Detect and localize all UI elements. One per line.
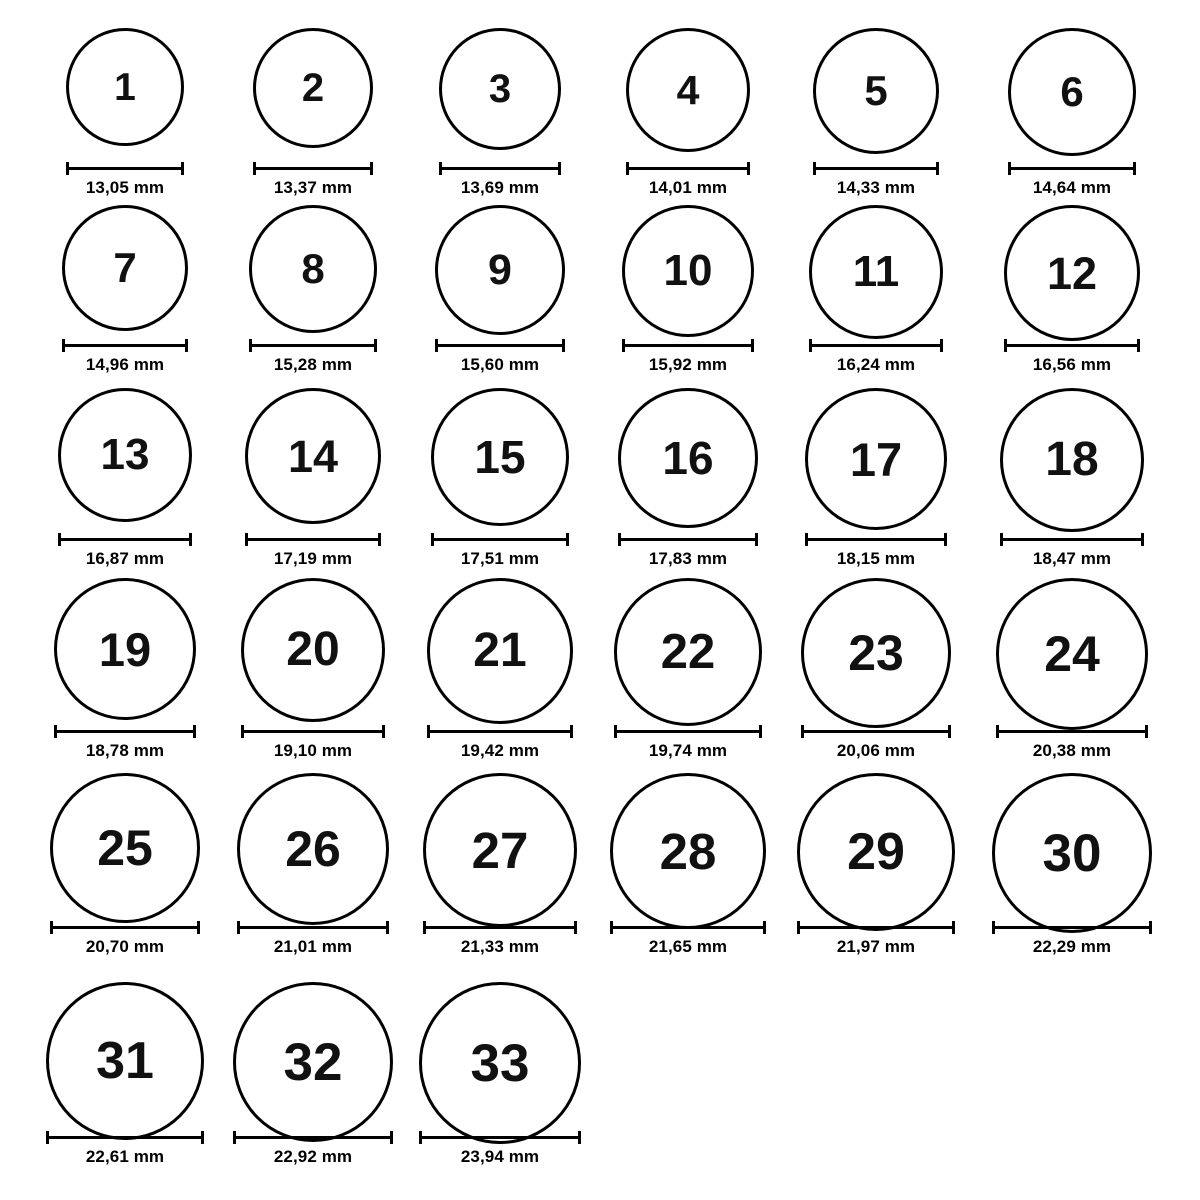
ruler-cap-right <box>759 725 762 738</box>
diameter-label: 20,70 mm <box>85 937 165 956</box>
diameter-ruler-icon <box>245 533 381 545</box>
diameter-label: 21,33 mm <box>460 937 540 956</box>
ring-size-cell <box>400 578 600 724</box>
ruler-cap-left <box>610 921 613 934</box>
ruler-cap-right <box>386 921 389 934</box>
ring-size-number: 11 <box>852 247 900 296</box>
ring-size-number: 7 <box>113 244 137 291</box>
ruler-cap-left <box>233 1131 236 1144</box>
ring-circle <box>427 578 573 724</box>
diameter-label: 20,38 mm <box>1032 741 1112 760</box>
diameter-ruler-icon <box>805 533 947 545</box>
ring-size-cell <box>25 388 225 522</box>
ruler-cap-right <box>185 339 188 352</box>
ruler-cap-left <box>46 1131 49 1144</box>
ring-size-number: 28 <box>659 822 717 880</box>
ruler-cap-right <box>1141 533 1144 546</box>
ruler-line <box>435 344 565 347</box>
ring-circle <box>801 578 951 728</box>
diameter-ruler-icon <box>1000 533 1144 545</box>
diameter-ruler-icon <box>1008 162 1136 174</box>
diameter-ruler-icon <box>66 162 184 174</box>
ring-measurement <box>25 524 225 569</box>
ring-circle <box>245 388 381 524</box>
ruler-line <box>618 538 758 541</box>
diameter-label: 21,01 mm <box>273 937 353 956</box>
ring-size-number: 18 <box>1045 433 1099 486</box>
ring-size-number: 29 <box>847 823 905 881</box>
ruler-cap-right <box>1137 339 1140 352</box>
ring-size-cell <box>776 28 976 154</box>
ring-circle <box>1008 28 1136 156</box>
ring-size-cell <box>776 578 976 728</box>
ring-measurement <box>400 716 600 761</box>
ring-size-number: 26 <box>285 821 341 877</box>
ring-circle <box>62 205 188 331</box>
ruler-line <box>54 730 196 733</box>
ruler-cap-right <box>390 1131 393 1144</box>
diameter-ruler-icon <box>233 1131 393 1143</box>
ruler-cap-left <box>58 533 61 546</box>
ruler-cap-left <box>66 162 69 175</box>
ruler-cap-left <box>253 162 256 175</box>
diameter-label: 19,10 mm <box>273 741 353 760</box>
ruler-cap-left <box>249 339 252 352</box>
ruler-cap-right <box>574 921 577 934</box>
ring-size-number: 17 <box>849 432 903 486</box>
ruler-cap-left <box>797 921 800 934</box>
ruler-line <box>610 926 766 929</box>
ruler-cap-right <box>763 921 766 934</box>
ruler-cap-left <box>50 921 53 934</box>
diameter-ruler-icon <box>1004 339 1140 351</box>
ring-size-number: 27 <box>471 821 529 879</box>
ruler-line <box>58 538 192 541</box>
ring-measurement <box>25 1122 225 1167</box>
ring-measurement <box>400 524 600 569</box>
ring-circle <box>622 205 754 337</box>
diameter-label: 14,01 mm <box>648 178 728 197</box>
ruler-cap-left <box>805 533 808 546</box>
ring-size-cell <box>588 205 788 337</box>
ruler-cap-right <box>940 339 943 352</box>
ring-measurement <box>400 330 600 375</box>
ring-measurement <box>776 153 976 198</box>
ruler-cap-right <box>570 725 573 738</box>
ring-size-number: 3 <box>488 67 512 111</box>
ring-circle <box>54 578 196 720</box>
ruler-cap-left <box>622 339 625 352</box>
ruler-cap-left <box>614 725 617 738</box>
diameter-label: 13,05 mm <box>85 178 165 197</box>
diameter-label: 15,60 mm <box>460 355 540 374</box>
ring-circle <box>996 578 1148 730</box>
ruler-cap-left <box>813 162 816 175</box>
ring-size-cell <box>588 388 788 528</box>
ring-size-number: 1 <box>114 65 136 109</box>
diameter-label: 23,94 mm <box>460 1147 540 1166</box>
ruler-cap-right <box>201 1131 204 1144</box>
diameter-label: 16,56 mm <box>1032 355 1112 374</box>
diameter-label: 16,24 mm <box>836 355 916 374</box>
ring-measurement <box>972 716 1172 761</box>
diameter-ruler-icon <box>54 725 196 737</box>
diameter-ruler-icon <box>618 533 758 545</box>
ring-circle <box>626 28 750 152</box>
diameter-label: 13,37 mm <box>273 178 353 197</box>
ring-measurement <box>972 330 1172 375</box>
diameter-ruler-icon <box>626 162 750 174</box>
ring-measurement <box>213 524 413 569</box>
ring-size-cell <box>213 388 413 524</box>
ring-size-number: 9 <box>488 245 512 294</box>
ring-size-cell <box>588 28 788 152</box>
ring-measurement <box>972 912 1172 957</box>
diameter-ruler-icon <box>253 162 373 174</box>
ruler-line <box>50 926 200 929</box>
ring-size-cell <box>25 982 225 1140</box>
ruler-cap-left <box>54 725 57 738</box>
ring-circle <box>813 28 939 154</box>
ruler-line <box>1000 538 1144 541</box>
ring-measurement <box>213 153 413 198</box>
ruler-line <box>66 167 184 170</box>
ruler-cap-left <box>237 921 240 934</box>
ruler-line <box>439 167 561 170</box>
ring-size-cell <box>213 982 413 1142</box>
ring-size-cell <box>776 388 976 530</box>
ring-size-cell <box>972 578 1172 730</box>
ring-measurement <box>972 524 1172 569</box>
ruler-cap-left <box>809 339 812 352</box>
ruler-line <box>626 167 750 170</box>
diameter-ruler-icon <box>431 533 569 545</box>
ruler-line <box>622 344 754 347</box>
ring-size-cell <box>25 205 225 331</box>
diameter-ruler-icon <box>423 921 577 933</box>
ring-measurement <box>25 153 225 198</box>
ring-size-number: 16 <box>662 432 714 484</box>
ring-circle <box>241 578 385 722</box>
diameter-label: 22,29 mm <box>1032 937 1112 956</box>
ruler-line <box>419 1136 581 1139</box>
ruler-line <box>431 538 569 541</box>
ruler-line <box>233 1136 393 1139</box>
ruler-cap-left <box>1000 533 1003 546</box>
ruler-cap-left <box>419 1131 422 1144</box>
ring-circle <box>439 28 561 150</box>
ring-size-number: 14 <box>287 430 339 482</box>
diameter-ruler-icon <box>419 1131 581 1143</box>
ring-circle <box>431 388 569 526</box>
diameter-label: 13,69 mm <box>460 178 540 197</box>
diameter-label: 17,51 mm <box>460 549 540 568</box>
ruler-cap-right <box>952 921 955 934</box>
diameter-label: 16,87 mm <box>85 549 165 568</box>
diameter-ruler-icon <box>622 339 754 351</box>
diameter-ruler-icon <box>435 339 565 351</box>
ring-circle <box>618 388 758 528</box>
ruler-cap-right <box>755 533 758 546</box>
diameter-label: 14,64 mm <box>1032 178 1112 197</box>
ring-circle <box>253 28 373 148</box>
diameter-label: 14,33 mm <box>836 178 916 197</box>
ring-measurement <box>588 330 788 375</box>
ruler-cap-right <box>936 162 939 175</box>
diameter-ruler-icon <box>809 339 943 351</box>
ring-size-cell <box>213 773 413 925</box>
ring-measurement <box>588 716 788 761</box>
ruler-cap-left <box>1008 162 1011 175</box>
ring-size-number: 25 <box>97 820 153 876</box>
ring-size-cell <box>213 578 413 722</box>
ring-size-number: 2 <box>301 66 325 110</box>
ring-size-cell <box>400 28 600 150</box>
ring-measurement <box>776 912 976 957</box>
diameter-ruler-icon <box>427 725 573 737</box>
ring-measurement <box>25 912 225 957</box>
diameter-label: 21,65 mm <box>648 937 728 956</box>
ring-circle <box>66 28 184 146</box>
ring-circle <box>809 205 943 339</box>
diameter-ruler-icon <box>237 921 389 933</box>
ruler-cap-left <box>992 921 995 934</box>
ring-circle <box>1004 205 1140 341</box>
ruler-cap-right <box>578 1131 581 1144</box>
diameter-label: 20,06 mm <box>836 741 916 760</box>
ruler-cap-left <box>427 725 430 738</box>
ruler-cap-left <box>241 725 244 738</box>
ring-size-cell <box>400 982 600 1144</box>
ring-measurement <box>213 330 413 375</box>
ruler-cap-right <box>747 162 750 175</box>
ruler-line <box>62 344 188 347</box>
ring-size-number: 10 <box>663 246 713 295</box>
ring-size-cell <box>213 28 413 148</box>
ring-measurement <box>213 1122 413 1167</box>
ring-measurement <box>400 1122 600 1167</box>
ring-size-number: 23 <box>848 625 904 681</box>
ring-circle <box>1000 388 1144 532</box>
ruler-line <box>813 167 939 170</box>
ruler-cap-right <box>562 339 565 352</box>
ruler-line <box>237 926 389 929</box>
diameter-ruler-icon <box>801 725 951 737</box>
ruler-cap-left <box>626 162 629 175</box>
ruler-line <box>801 730 951 733</box>
ruler-cap-right <box>558 162 561 175</box>
ring-measurement <box>400 153 600 198</box>
ring-size-cell <box>972 205 1172 341</box>
ruler-cap-right <box>193 725 196 738</box>
ring-circle <box>46 982 204 1140</box>
ring-circle <box>614 578 762 726</box>
diameter-ruler-icon <box>58 533 192 545</box>
ring-measurement <box>776 716 976 761</box>
ring-size-cell <box>588 773 788 929</box>
diameter-ruler-icon <box>610 921 766 933</box>
ruler-line <box>1008 167 1136 170</box>
diameter-label: 22,92 mm <box>273 1147 353 1166</box>
ruler-cap-left <box>1004 339 1007 352</box>
ruler-line <box>249 344 377 347</box>
ring-circle <box>237 773 389 925</box>
ring-circle <box>249 205 377 333</box>
diameter-label: 19,42 mm <box>460 741 540 760</box>
ruler-line <box>809 344 943 347</box>
ring-circle <box>610 773 766 929</box>
ring-size-number: 5 <box>864 67 888 114</box>
ruler-cap-right <box>948 725 951 738</box>
ring-circle <box>419 982 581 1144</box>
ruler-line <box>1004 344 1140 347</box>
ruler-cap-right <box>566 533 569 546</box>
ring-size-cell <box>588 578 788 726</box>
ruler-cap-left <box>431 533 434 546</box>
diameter-ruler-icon <box>614 725 762 737</box>
ruler-cap-left <box>996 725 999 738</box>
ring-measurement <box>213 716 413 761</box>
ring-size-cell <box>400 773 600 927</box>
ring-measurement <box>588 153 788 198</box>
ruler-line <box>614 730 762 733</box>
ring-size-cell <box>972 773 1172 933</box>
diameter-ruler-icon <box>992 921 1152 933</box>
ruler-cap-left <box>245 533 248 546</box>
ring-measurement <box>213 912 413 957</box>
ring-measurement <box>25 330 225 375</box>
ring-size-cell <box>972 388 1172 532</box>
ruler-cap-right <box>374 339 377 352</box>
ring-size-number: 19 <box>98 622 152 676</box>
ring-size-number: 12 <box>1046 247 1098 299</box>
diameter-label: 17,19 mm <box>273 549 353 568</box>
diameter-label: 14,96 mm <box>85 355 165 374</box>
ring-size-number: 32 <box>283 1032 343 1092</box>
ring-size-cell <box>25 773 225 923</box>
ring-size-cell <box>213 205 413 333</box>
ruler-cap-right <box>382 725 385 738</box>
diameter-label: 15,92 mm <box>648 355 728 374</box>
ruler-cap-left <box>801 725 804 738</box>
ring-size-number: 30 <box>1042 823 1102 883</box>
diameter-label: 22,61 mm <box>85 1147 165 1166</box>
ruler-line <box>992 926 1152 929</box>
ring-size-cell <box>400 205 600 335</box>
ring-measurement <box>588 912 788 957</box>
ring-size-cell <box>400 388 600 526</box>
diameter-label: 17,83 mm <box>648 549 728 568</box>
ring-circle <box>797 773 955 931</box>
ring-size-number: 24 <box>1044 626 1100 682</box>
ring-size-number: 33 <box>470 1033 530 1093</box>
ring-circle <box>50 773 200 923</box>
diameter-ruler-icon <box>439 162 561 174</box>
ring-measurement <box>776 330 976 375</box>
ring-circle <box>58 388 192 522</box>
ring-size-cell <box>776 205 976 339</box>
ruler-cap-left <box>435 339 438 352</box>
ruler-cap-right <box>1133 162 1136 175</box>
ring-size-number: 31 <box>96 1032 154 1090</box>
ruler-cap-right <box>1149 921 1152 934</box>
ruler-line <box>245 538 381 541</box>
ring-measurement <box>25 716 225 761</box>
ruler-cap-right <box>181 162 184 175</box>
diameter-label: 18,15 mm <box>836 549 916 568</box>
ruler-line <box>427 730 573 733</box>
ring-size-number: 4 <box>676 66 700 113</box>
ring-size-number: 6 <box>1060 68 1084 115</box>
ruler-line <box>805 538 947 541</box>
ring-measurement <box>972 153 1172 198</box>
ruler-cap-left <box>439 162 442 175</box>
ruler-cap-right <box>751 339 754 352</box>
ruler-cap-right <box>944 533 947 546</box>
diameter-label: 21,97 mm <box>836 937 916 956</box>
diameter-ruler-icon <box>46 1131 204 1143</box>
ruler-cap-right <box>370 162 373 175</box>
ring-circle <box>435 205 565 335</box>
ring-measurement <box>588 524 788 569</box>
ruler-line <box>253 167 373 170</box>
ruler-line <box>996 730 1148 733</box>
ring-size-number: 15 <box>474 431 526 483</box>
ruler-cap-left <box>62 339 65 352</box>
ruler-cap-right <box>378 533 381 546</box>
ruler-cap-right <box>197 921 200 934</box>
ruler-line <box>241 730 385 733</box>
ring-circle <box>233 982 393 1142</box>
ring-measurement <box>400 912 600 957</box>
ring-circle <box>992 773 1152 933</box>
ruler-cap-right <box>1145 725 1148 738</box>
ring-size-cell <box>25 28 225 146</box>
ruler-cap-right <box>189 533 192 546</box>
ring-measurement <box>776 524 976 569</box>
diameter-label: 18,78 mm <box>85 741 165 760</box>
ring-size-number: 8 <box>301 245 325 292</box>
ruler-cap-left <box>618 533 621 546</box>
diameter-ruler-icon <box>241 725 385 737</box>
ring-size-cell <box>776 773 976 931</box>
diameter-ruler-icon <box>996 725 1148 737</box>
diameter-ruler-icon <box>813 162 939 174</box>
ruler-cap-left <box>423 921 426 934</box>
diameter-ruler-icon <box>62 339 188 351</box>
diameter-ruler-icon <box>249 339 377 351</box>
ring-circle <box>805 388 947 530</box>
ring-size-number: 20 <box>286 623 340 676</box>
ring-size-number: 22 <box>660 624 716 679</box>
ruler-line <box>797 926 955 929</box>
ring-size-cell <box>972 28 1172 156</box>
ruler-line <box>46 1136 204 1139</box>
diameter-label: 15,28 mm <box>273 355 353 374</box>
diameter-label: 19,74 mm <box>648 741 728 760</box>
diameter-ruler-icon <box>797 921 955 933</box>
ring-size-cell <box>25 578 225 720</box>
ring-size-number: 13 <box>100 430 150 479</box>
diameter-ruler-icon <box>50 921 200 933</box>
diameter-label: 18,47 mm <box>1032 549 1112 568</box>
ring-size-number: 21 <box>473 624 527 677</box>
ruler-line <box>423 926 577 929</box>
ring-circle <box>423 773 577 927</box>
